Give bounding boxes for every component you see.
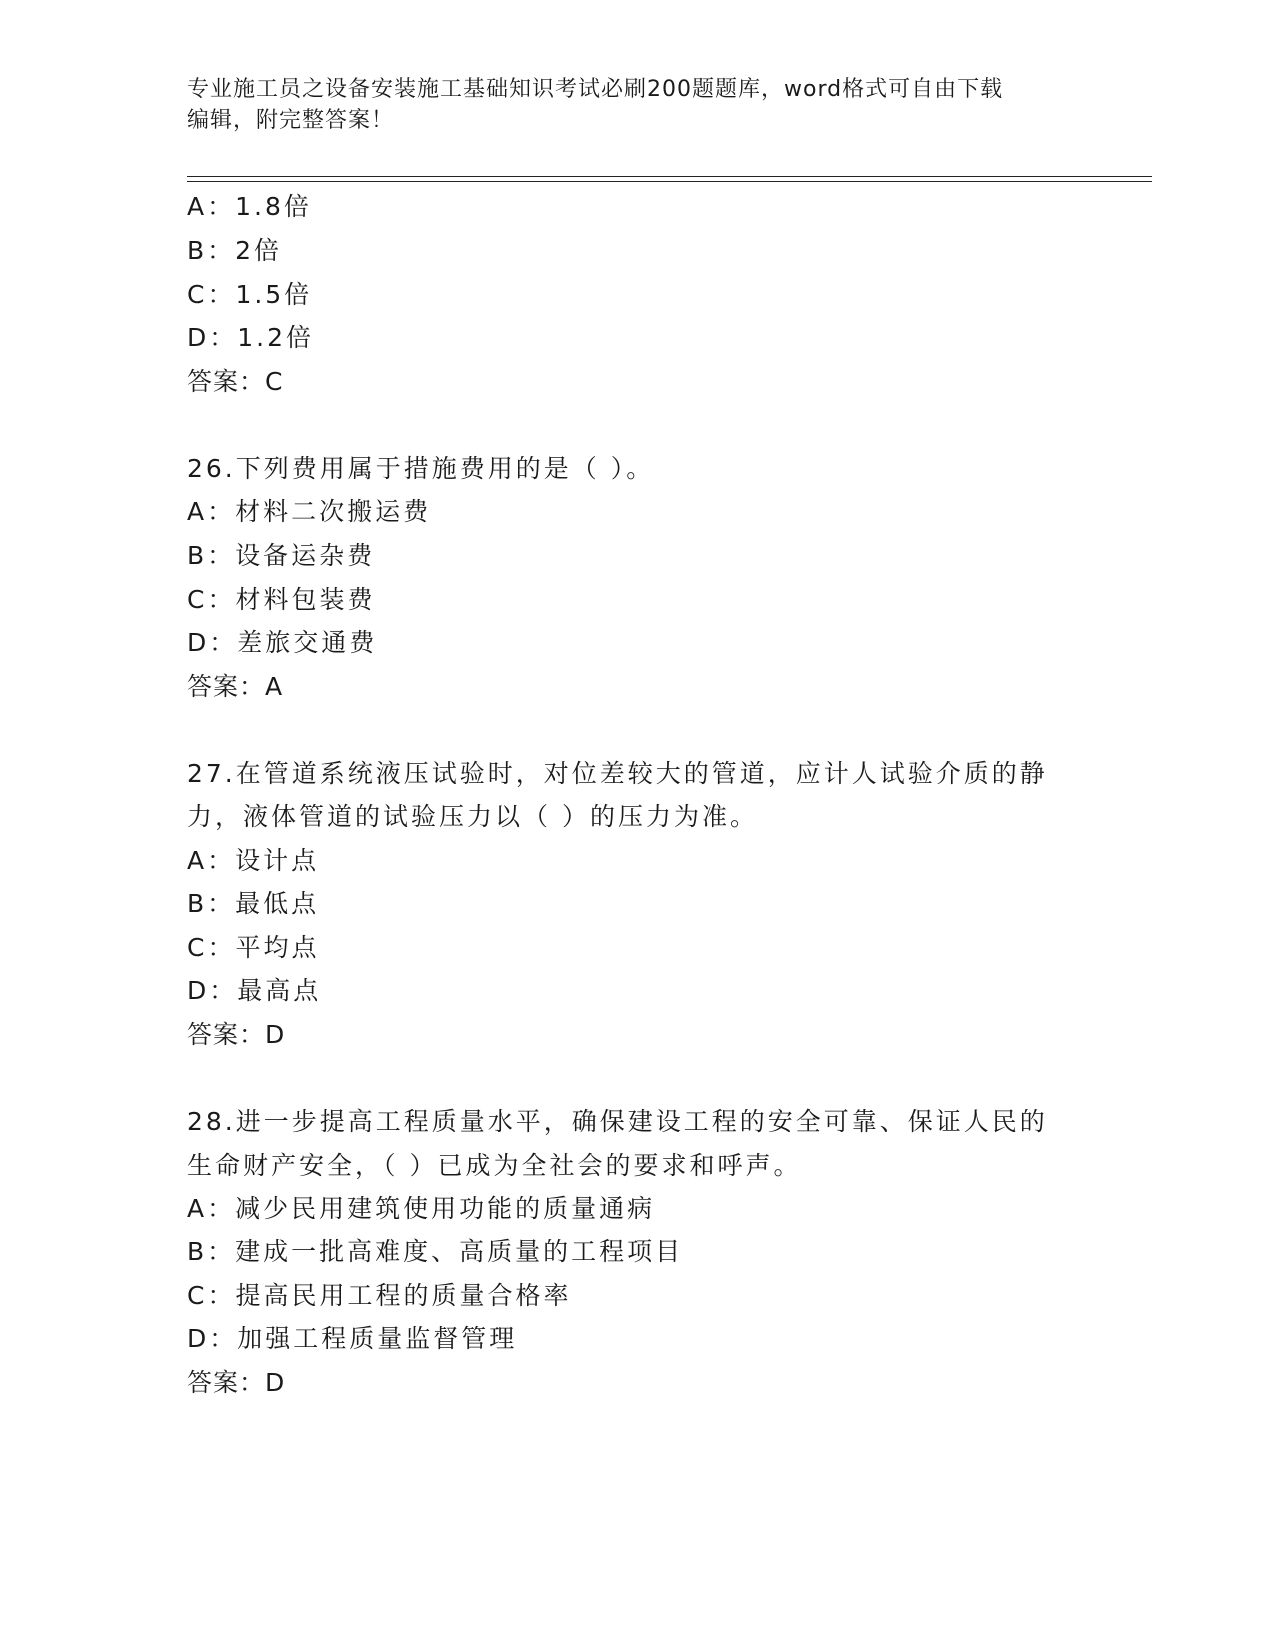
q26-option-a: A：材料二次搬运费 (187, 497, 432, 526)
header-title-line-2: 编辑，附完整答案！ (187, 108, 395, 133)
q27-option-b: B：最低点 (187, 889, 320, 918)
q27-option-d: D：最高点 (187, 976, 322, 1005)
q27-answer: 答案：D (187, 1020, 286, 1049)
q28-option-c: C：提高民用工程的质量合格率 (187, 1281, 572, 1310)
q27-option-a: A：设计点 (187, 846, 320, 875)
q25-option-b: B：2倍 (187, 236, 283, 265)
q28-stem-line-1: 28.进一步提高工程质量水平，确保建设工程的安全可靠、保证人民的 (187, 1107, 1048, 1136)
document-header (187, 74, 1067, 136)
q27-stem-line-2: 力，液体管道的试验压力以（ ）的压力为准。 (187, 802, 758, 831)
q26-stem: 26.下列费用属于措施费用的是（ ）。 (187, 454, 655, 483)
header-title-line-1: 专业施工员之设备安装施工基础知识考试必刷200题题库，word格式可自由下载 (187, 77, 1004, 102)
q26-answer: 答案：A (187, 672, 284, 701)
q25-option-a: A：1.8倍 (187, 192, 312, 221)
q28-option-d: D：加强工程质量监督管理 (187, 1324, 518, 1353)
q28-option-b: B：建成一批高难度、高质量的工程项目 (187, 1237, 684, 1266)
q27-option-c: C：平均点 (187, 933, 320, 962)
q25-option-c: C：1.5倍 (187, 280, 313, 309)
q28-answer: 答案：D (187, 1368, 286, 1397)
q25-option-d: D：1.2倍 (187, 323, 315, 352)
header-divider (187, 176, 1152, 182)
q25-answer: 答案：C (187, 367, 284, 396)
q28-stem-line-2: 生命财产安全，（ ）已成为全社会的要求和呼声。 (187, 1151, 802, 1180)
q28-option-a: A：减少民用建筑使用功能的质量通病 (187, 1194, 656, 1223)
q26-option-d: D：差旅交通费 (187, 628, 378, 657)
q26-option-b: B：设备运杂费 (187, 541, 376, 570)
q27-stem-line-1: 27.在管道系统液压试验时，对位差较大的管道，应计人试验介质的静 (187, 759, 1048, 788)
q26-option-c: C：材料包装费 (187, 585, 376, 614)
